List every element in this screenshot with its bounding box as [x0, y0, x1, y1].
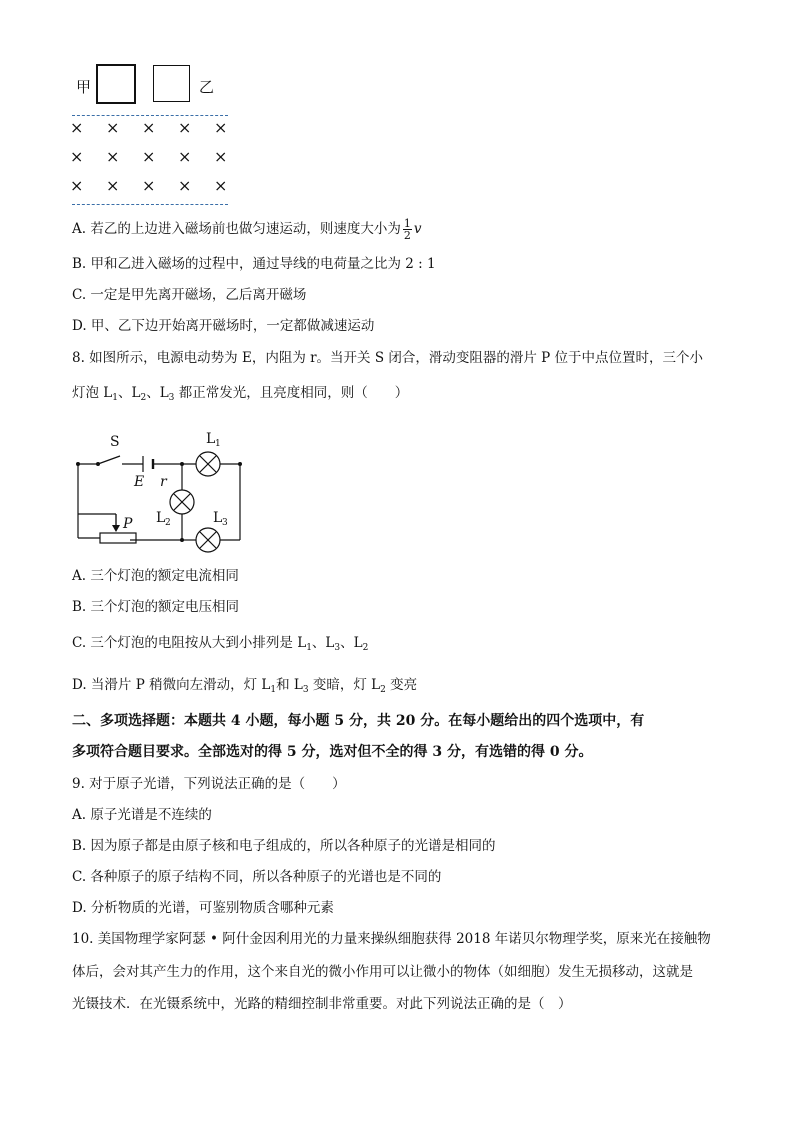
switch-contact	[96, 462, 100, 466]
fraction-denominator: 2	[403, 229, 411, 242]
subscript: 2	[380, 685, 386, 695]
junction	[180, 538, 184, 542]
section2-header-line2: 多项符合题目要求。全部选对的得 5 分，选对但不全的得 3 分，有选错的得 0 分。	[72, 744, 593, 760]
label-l1-sub: 1	[215, 439, 221, 449]
loop-jia	[96, 64, 136, 104]
q8-option-d-text: D. 当滑片 P 稍微向左滑动，灯 L	[72, 677, 271, 693]
loop-yi	[153, 65, 190, 102]
q8-option-d-text: 变暗，灯 L	[308, 677, 381, 693]
cross-mark: ×	[142, 176, 156, 195]
cross-mark: ×	[178, 118, 192, 137]
q8-stem-line2	[72, 383, 408, 408]
rheostat	[100, 533, 136, 543]
q8-option-a: A. 三个灯泡的额定电流相同	[72, 568, 239, 584]
q9-option-b: B. 因为原子都是由原子核和电子组成的，所以各种原子的光谱是相同的	[72, 838, 496, 854]
field-top-boundary	[72, 115, 228, 116]
cross-mark: ×	[214, 147, 228, 166]
label-s: S	[110, 434, 120, 450]
subscript: 1	[270, 685, 277, 695]
subscript: 2	[140, 393, 147, 403]
q7-option-d: D. 甲、乙下边开始离开磁场时，一定都做减速运动	[72, 318, 375, 334]
subscript: 1	[112, 393, 118, 403]
switch-blade	[98, 456, 120, 464]
junction	[238, 462, 242, 466]
q8-stem-text: 灯泡 L	[72, 385, 113, 401]
cross-mark: ×	[178, 176, 192, 195]
fraction-numerator: 1	[403, 217, 411, 230]
q8-option-d-text: 和 L	[276, 677, 303, 693]
section2-header-line1: 二、多项选择题：本题共 4 小题，每小题 5 分，共 20 分。在每小题给出的四个选项中，有	[72, 713, 645, 729]
q7-option-c: C. 一定是甲先离开磁场，乙后离开磁场	[72, 287, 307, 303]
q8-option-d	[72, 675, 417, 700]
q10-stem-line3: 光镊技术．在光镊系统中，光路的精细控制非常重要。对此下列说法正确的是（ ）	[72, 996, 572, 1012]
cross-mark: ×	[142, 118, 156, 137]
fraction	[403, 218, 412, 241]
label-p: P	[123, 516, 133, 532]
q10-stem-line2: 体后，会对其产生力的作用，这个来自光的微小作用可以让微小的物体（如细胞）发生无损移动，这就是	[72, 964, 693, 980]
junction	[180, 462, 184, 466]
cross-mark: ×	[214, 118, 228, 137]
q8-option-c-text: C. 三个灯泡的电阻按从大到小排列是 L	[72, 635, 307, 651]
cross-mark: ×	[178, 147, 192, 166]
subscript: 3	[334, 643, 341, 653]
cross-mark: ×	[106, 118, 120, 137]
q7-option-b: B. 甲和乙进入磁场的过程中，通过导线的电荷量之比为 2 : 1	[72, 256, 436, 272]
label-e: E	[134, 474, 145, 490]
label-jia: 甲	[76, 78, 92, 96]
q8-option-c-text: 、L	[311, 635, 335, 651]
q8-stem-text: 、L	[118, 385, 141, 401]
field-bottom-boundary	[72, 204, 228, 205]
subscript: 3	[168, 393, 175, 403]
loops-figure	[70, 58, 240, 208]
cross-mark: ×	[70, 176, 84, 195]
q8-stem-text: 都正常发光，且亮度相同，则（ ）	[174, 385, 409, 401]
label-yi: 乙	[199, 78, 215, 96]
q8-option-c	[72, 633, 368, 658]
label-l1: L	[206, 431, 216, 447]
junction	[76, 462, 80, 466]
subscript: 2	[362, 643, 369, 653]
q7-option-a	[72, 218, 421, 241]
q8-stem-text: 、L	[146, 385, 169, 401]
label-r: r	[160, 474, 167, 490]
q9-stem: 9. 对于原子光谱，下列说法正确的是（ ）	[72, 776, 346, 792]
q7-option-a-text: A. 若乙的上边进入磁场前也做匀速运动，则速度大小为	[72, 221, 401, 237]
cross-mark: ×	[70, 118, 84, 137]
label-l2-sub: 2	[165, 518, 171, 528]
slider-arrow	[112, 525, 120, 532]
label-l3: L	[213, 510, 223, 526]
cross-mark: ×	[214, 176, 228, 195]
q8-stem-line1: 8. 如图所示，电源电动势为 E，内阻为 r。当开关 S 闭合，滑动变阻器的滑片 P 位于中点位置时，三个小	[72, 350, 704, 366]
label-l3-sub: 3	[222, 518, 228, 528]
q8-option-b: B. 三个灯泡的额定电压相同	[72, 599, 240, 615]
cross-mark: ×	[106, 147, 120, 166]
cross-mark: ×	[106, 176, 120, 195]
q10-stem-line1: 10. 美国物理学家阿瑟 • 阿什金因利用光的力量来操纵细胞获得 2018 年诺贝尔物理学奖，原来光在接触物	[72, 931, 711, 947]
q9-option-a: A. 原子光谱是不连续的	[72, 807, 212, 823]
q8-option-d-text: 变亮	[385, 677, 418, 693]
q9-option-c: C. 各种原子的原子结构不同，所以各种原子的光谱也是不同的	[72, 869, 442, 885]
q7-option-a-var: v	[413, 221, 422, 237]
label-l2: L	[156, 510, 166, 526]
cross-mark: ×	[142, 147, 156, 166]
q9-option-d: D. 分析物质的光谱，可鉴别物质含哪种元素	[72, 900, 334, 916]
circuit-diagram	[70, 418, 250, 558]
subscript: 1	[306, 643, 312, 653]
cross-mark: ×	[70, 147, 84, 166]
q8-option-c-text: 、L	[340, 635, 363, 651]
subscript: 3	[302, 685, 309, 695]
